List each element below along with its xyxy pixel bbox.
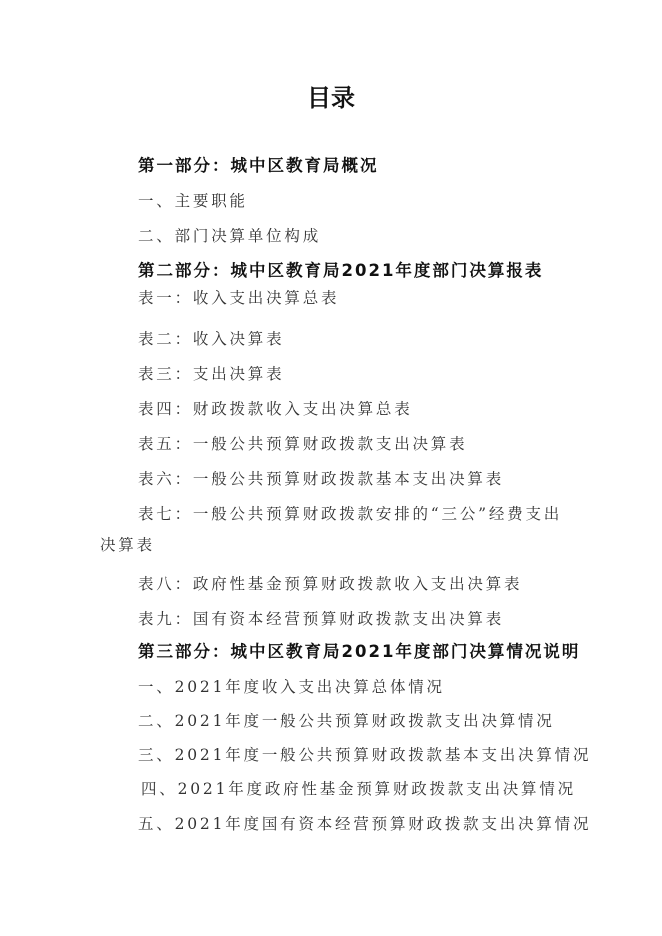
toc-item[interactable]: 表八：政府性基金预算财政拨款收入支出决算表 <box>138 575 523 593</box>
toc-item[interactable]: 五、2021年度国有资本经营预算财政拨款支出决算情况 <box>138 815 592 833</box>
toc-item[interactable]: 一、主要职能 <box>138 192 248 210</box>
toc-part3-heading[interactable]: 第三部分：城中区教育局2021年度部门决算情况说明 <box>138 642 581 661</box>
toc-item-continuation[interactable]: 决算表 <box>100 536 155 554</box>
toc-item[interactable]: 二、2021年度一般公共预算财政拨款支出决算情况 <box>138 712 555 730</box>
toc-item[interactable]: 表五：一般公共预算财政拨款支出决算表 <box>138 435 468 453</box>
toc-item[interactable]: 二、部门决算单位构成 <box>138 227 322 245</box>
toc-item[interactable]: 表九：国有资本经营预算财政拨款支出决算表 <box>138 610 505 628</box>
toc-item[interactable]: 表三：支出决算表 <box>138 365 285 383</box>
toc-item[interactable]: 表一：收入支出决算总表 <box>138 289 340 307</box>
toc-item[interactable]: 四、2021年度政府性基金预算财政拨款支出决算情况 <box>141 780 576 798</box>
toc-part1-heading[interactable]: 第一部分：城中区教育局概况 <box>138 156 379 175</box>
toc-item[interactable]: 一、2021年度收入支出决算总体情况 <box>138 678 445 696</box>
toc-item[interactable]: 表六：一般公共预算财政拨款基本支出决算表 <box>138 470 505 488</box>
toc-item[interactable]: 三、2021年度一般公共预算财政拨款基本支出决算情况 <box>138 746 592 764</box>
toc-item[interactable]: 表七：一般公共预算财政拨款安排的“三公”经费支出 <box>138 505 563 523</box>
page-title: 目录 <box>307 84 355 112</box>
toc-item[interactable]: 表二：收入决算表 <box>138 330 285 348</box>
toc-part2-heading[interactable]: 第二部分：城中区教育局2021年度部门决算报表 <box>138 261 544 280</box>
toc-item[interactable]: 表四：财政拨款收入支出决算总表 <box>138 400 413 418</box>
